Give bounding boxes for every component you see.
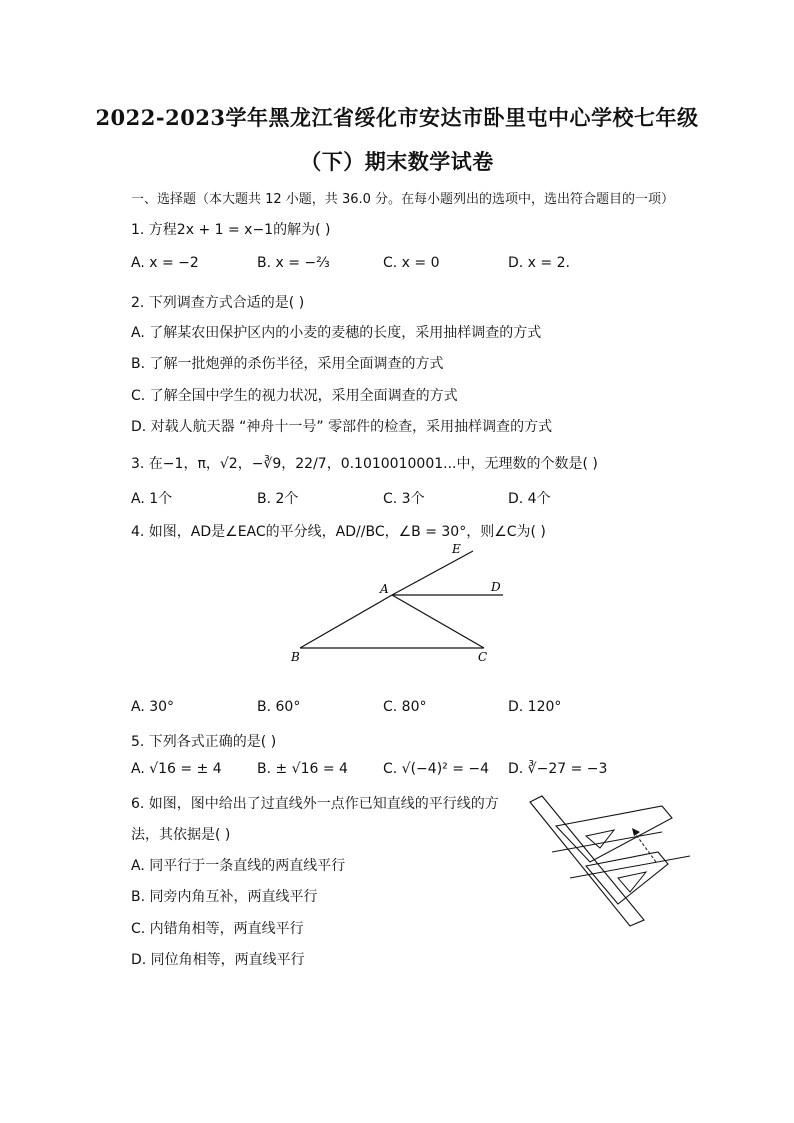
q5-option-b: B. ± √16 = 4 xyxy=(257,761,348,777)
q2-option-b: B. 了解一批炮弹的杀伤半径，采用全面调查的方式 xyxy=(131,356,444,372)
q6-option-b: B. 同旁内角互补，两直线平行 xyxy=(131,889,318,905)
q3-option-d: D. 4个 xyxy=(508,491,551,507)
label-a: A xyxy=(380,582,389,596)
q5-option-d: D. ∛−27 = −3 xyxy=(508,761,608,777)
question-3-stem: 3. 在−1，π，√2，−∛9，22/7，0.1010010001...中，无理数的个数是( ) xyxy=(131,456,598,472)
q2-option-a: A. 了解某农田保护区内的小麦的麦穗的长度，采用抽样调查的方式 xyxy=(131,325,542,341)
line-through-point xyxy=(552,832,662,852)
q3-option-b: B. 2个 xyxy=(257,491,299,507)
q5-option-c: C. √(−4)² = −4 xyxy=(383,761,490,777)
q6-option-d: D. 同位角相等，两直线平行 xyxy=(131,952,305,968)
q2-option-d: D. 对载人航天器 “神舟十一号” 零部件的检查，采用抽样调查的方式 xyxy=(131,419,553,435)
q4-option-c: C. 80° xyxy=(383,699,427,715)
question-6-stem-line2: 法，其依据是( ) xyxy=(131,827,231,843)
question-6-stem-line1: 6. 如图，图中给出了过直线外一点作已知直线的平行线的方 xyxy=(131,796,499,812)
label-c: C xyxy=(478,650,488,664)
exam-title-line2: （下）期末数学试卷 xyxy=(300,149,494,174)
q4-option-d: D. 120° xyxy=(508,699,562,715)
ray-ae xyxy=(392,551,473,595)
slide-arrow-head xyxy=(632,828,640,836)
q1-option-c: C. x = 0 xyxy=(383,255,440,271)
section-heading: 一、选择题（本大题共 12 小题，共 36.0 分。在每小题列出的选项中，选出符合题目的一项） xyxy=(131,192,675,207)
label-b: B xyxy=(291,650,300,664)
question-2-stem: 2. 下列调查方式合适的是( ) xyxy=(131,295,305,311)
set-square-lower xyxy=(586,852,668,904)
question-4-stem: 4. 如图，AD是∠EAC的平分线，AD//BC，∠B = 30°，则∠C为( ) xyxy=(131,524,546,540)
set-square-lower-hole xyxy=(618,872,646,892)
q1-option-a: A. x = −2 xyxy=(131,255,199,271)
segment-ac xyxy=(392,595,484,648)
slide-arrow-shaft xyxy=(634,832,656,862)
q4-option-b: B. 60° xyxy=(257,699,301,715)
ruler-set-square-figure xyxy=(522,792,694,932)
label-d: D xyxy=(491,580,501,594)
segment-ab xyxy=(300,595,392,648)
q6-option-a: A. 同平行于一条直线的两直线平行 xyxy=(131,858,346,874)
label-e: E xyxy=(452,542,461,556)
q3-option-a: A. 1个 xyxy=(131,491,173,507)
question-1-stem: 1. 方程2x + 1 = x−1的解为( ) xyxy=(131,222,331,238)
question-5-stem: 5. 下列各式正确的是( ) xyxy=(131,734,277,750)
triangle-figure xyxy=(280,538,520,668)
q1-option-d: D. x = 2. xyxy=(508,255,570,271)
exam-title-line1: 2022-2023学年黑龙江省绥化市安达市卧里屯中心学校七年级 xyxy=(95,105,699,130)
q4-option-a: A. 30° xyxy=(131,699,175,715)
ruler xyxy=(530,796,644,926)
q6-option-c: C. 内错角相等，两直线平行 xyxy=(131,921,304,937)
q1-option-b: B. x = −⅔ xyxy=(257,255,330,271)
q2-option-c: C. 了解全国中学生的视力状况，采用全面调查的方式 xyxy=(131,388,458,404)
q3-option-c: C. 3个 xyxy=(383,491,425,507)
q5-option-a: A. √16 = ± 4 xyxy=(131,761,222,777)
